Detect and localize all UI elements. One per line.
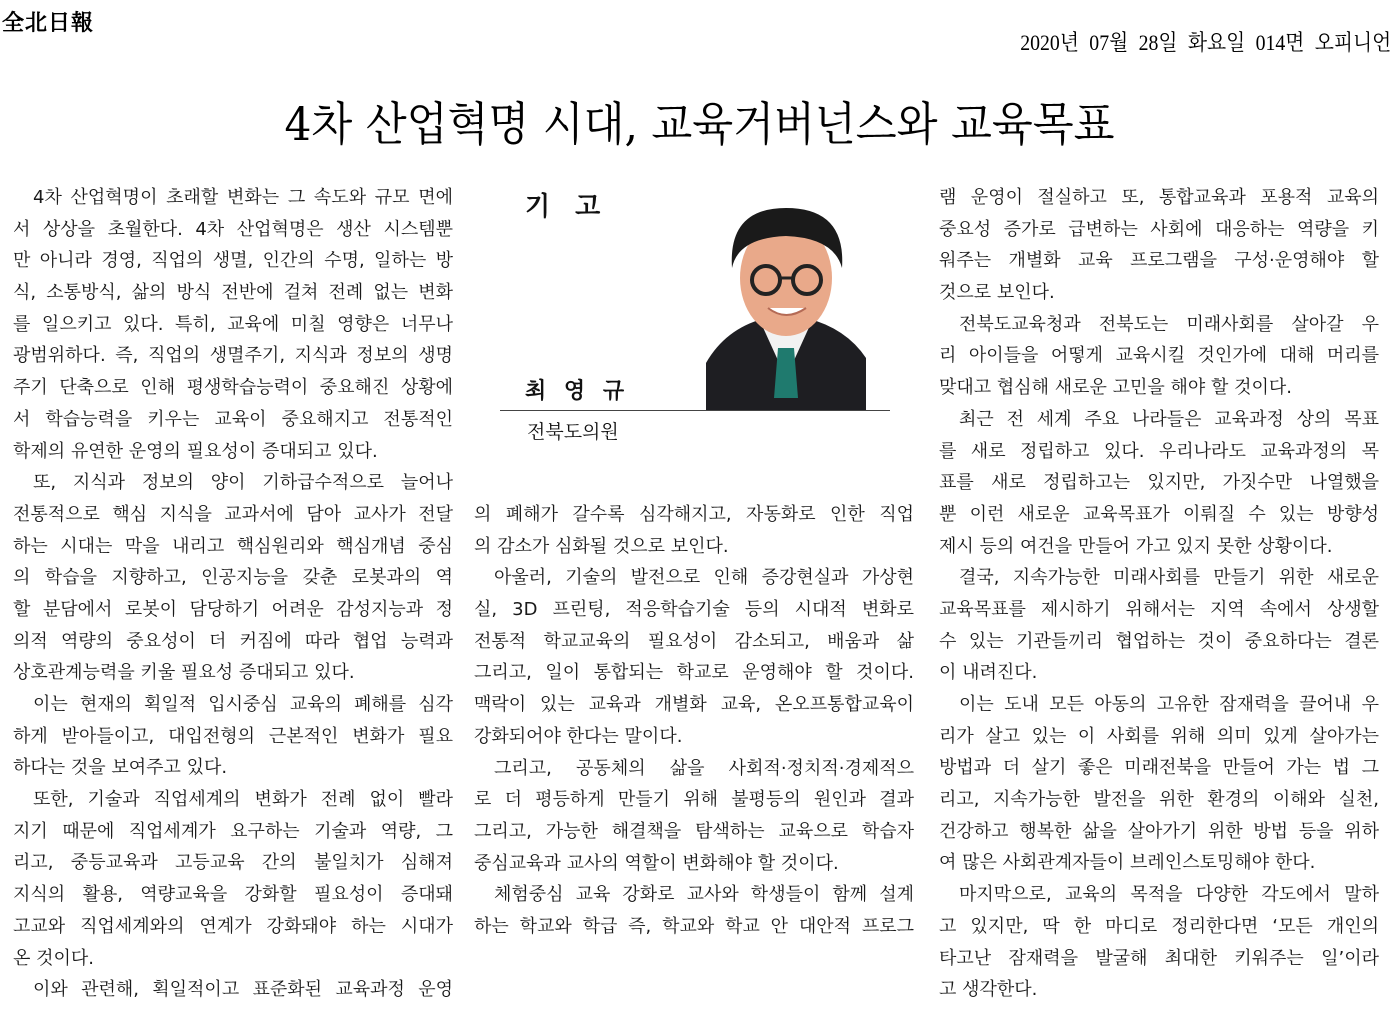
text-line: 체험중심 교육 강화로 교사와 학생들이 함께 설계 xyxy=(494,884,914,906)
text-line: 전통적 학교교육의 필요성이 감소되고, 배움과 삶 xyxy=(474,630,914,652)
article-title: 4차 산업혁명 시대, 교육거버넌스와 교육목표 xyxy=(284,97,1115,151)
text-line: 방법과 더 살기 좋은 미래전북을 만들어 가는 법 그 xyxy=(939,757,1379,779)
text-line: 를 일으키고 있다. 특히, 교육에 미칠 영향은 너무나 xyxy=(13,313,453,335)
article-paragraph xyxy=(474,753,914,880)
text-line: 중요성 증가로 급변하는 사회에 대응하는 역량을 키 xyxy=(939,218,1379,240)
text-line: 의 감소가 심화될 것으로 보인다. xyxy=(474,535,729,557)
text-line: 그리고, 일이 통합되는 학교로 운영해야 할 것이다. xyxy=(474,662,914,684)
text-line: 타고난 잠재력을 발굴해 최대한 키워주는 일’이라 xyxy=(939,947,1379,969)
text-line: 를 새로 정립하고 있다. 우리나라도 교육과정의 목 xyxy=(939,440,1379,462)
text-line: 또한, 기술과 직업세계의 변화가 전례 없이 빨라 xyxy=(33,789,453,811)
article-paragraph xyxy=(474,879,914,942)
text-line: 상호관계능력을 키울 필요성 증대되고 있다. xyxy=(13,662,355,684)
article-paragraph xyxy=(939,879,1379,1006)
text-line: 교육목표를 제시하기 위해서는 지역 속에서 상생할 xyxy=(939,598,1379,620)
article-paragraph xyxy=(474,499,914,562)
text-line: 고교와 직업세계와의 연계가 강화돼야 하는 시대가 xyxy=(13,915,453,937)
text-line: 수 있는 기관들끼리 협업하는 것이 중요하다는 결론 xyxy=(939,630,1379,652)
text-line: 의 학습을 지향하고, 인공지능을 갖춘 로봇과의 역 xyxy=(13,567,453,589)
text-line: 광범위하다. 즉, 직업의 생멸주기, 지식과 정보의 생명 xyxy=(13,345,453,367)
text-line: 의적 역량의 중요성이 더 커짐에 따라 협업 능력과 xyxy=(13,630,453,652)
section-label: 기 고 xyxy=(525,192,609,222)
article-paragraph xyxy=(939,182,1379,309)
text-line: 하다는 것을 보여주고 있다. xyxy=(13,757,228,779)
text-line: 최근 전 세계 주요 나라들은 교육과정 상의 목표 xyxy=(959,408,1379,430)
article-paragraph xyxy=(939,562,1379,689)
text-line: 리고, 지속가능한 발전을 위한 환경의 이해와 실천, xyxy=(939,789,1379,811)
text-line: 또, 지식과 정보의 양이 기하급수적으로 늘어나 xyxy=(33,472,453,494)
text-line: 강화되어야 한다는 말이다. xyxy=(474,725,683,747)
text-line: 것으로 보인다. xyxy=(939,282,1055,304)
text-line: 결국, 지속가능한 미래사회를 만들기 위한 새로운 xyxy=(959,567,1379,589)
text-line: 표를 새로 정립하고는 있지만, 가짓수만 나열했을 xyxy=(939,472,1379,494)
text-line: 맞대고 협심해 새로운 고민을 해야 할 것이다. xyxy=(939,377,1293,399)
text-line: 건강하고 행복한 삶을 살아가기 위한 방법 등을 위하 xyxy=(939,820,1379,842)
text-line: 의 폐해가 갈수록 심각해지고, 자동화로 인한 직업 xyxy=(474,504,914,525)
text-line: 지기 때문에 직업세계가 요구하는 기술과 역량, 그 xyxy=(13,820,453,842)
article-paragraph xyxy=(474,562,914,752)
article-paragraph xyxy=(13,784,453,974)
text-line: 마지막으로, 교육의 목적을 다양한 각도에서 말하 xyxy=(959,884,1379,906)
text-line: 램 운영이 절실하고 또, 통합교육과 포용적 교육의 xyxy=(939,187,1379,208)
author-photo xyxy=(706,198,866,410)
byline-divider xyxy=(500,410,890,411)
article-paragraph xyxy=(939,309,1379,404)
text-line: 주기 단축으로 인해 평생학습능력이 중요해진 상황에 xyxy=(13,377,453,399)
dateline: 2020년 07월 28일 화요일 014면 오피니언 xyxy=(1019,30,1391,55)
article-paragraph xyxy=(939,404,1379,562)
text-line: 뿐 이런 새로운 교육목표가 이뤄질 수 있는 방향성 xyxy=(939,503,1379,525)
text-line: 그리고, 공동체의 삶을 사회적·정치적·경제적으 xyxy=(494,757,914,779)
text-line: 하는 시대는 막을 내리고 핵심원리와 핵심개념 중심 xyxy=(13,535,453,557)
text-line: 리 아이들을 어떻게 교육시킬 것인가에 대해 머리를 xyxy=(939,345,1379,367)
text-line: 중심교육과 교사의 역할이 변화해야 할 것이다. xyxy=(474,852,839,874)
article-paragraph xyxy=(13,182,453,467)
text-line: 로 더 평등하게 만들기 위해 불평등의 원인과 결과 xyxy=(474,789,914,811)
text-line: 여 많은 사회관계자들이 브레인스토밍해야 한다. xyxy=(939,852,1316,874)
author-affiliation: 전북도의원 xyxy=(527,421,619,443)
text-line: 리고, 중등교육과 고등교육 간의 불일치가 심해져 xyxy=(13,852,453,874)
article-column-3 xyxy=(939,182,1379,1006)
article-paragraph xyxy=(13,974,453,1006)
author-name: 최 영 규 xyxy=(525,379,630,404)
text-line: 지식의 활용, 역량교육을 강화할 필요성이 증대돼 xyxy=(13,884,453,906)
text-line: 워주는 개별화 교육 프로그램을 구성·운영해야 할 xyxy=(939,250,1379,272)
text-line: 할 분담에서 로봇이 담당하기 어려운 감성지능과 정 xyxy=(13,598,453,620)
article-column-2 xyxy=(474,499,914,943)
article-paragraph xyxy=(13,689,453,784)
text-line: 맥락이 있는 교육과 개별화 교육, 온오프통합교육이 xyxy=(474,694,914,716)
text-line: 4차 산업혁명이 초래할 변화는 그 속도와 규모 면에 xyxy=(33,187,453,208)
text-line: 고 있지만, 딱 한 마디로 정리한다면 ‘모든 개인의 xyxy=(939,915,1379,937)
text-line: 식, 소통방식, 삶의 방식 전반에 걸쳐 전례 없는 변화 xyxy=(13,282,453,304)
text-line: 서 학습능력을 키우는 교육이 중요해지고 전통적인 xyxy=(13,408,453,430)
article-column-1 xyxy=(13,182,453,1006)
article-paragraph xyxy=(13,467,453,689)
text-line: 이와 관련해, 획일적이고 표준화된 교육과정 운영 xyxy=(33,979,453,1001)
text-line: 전통적으로 핵심 지식을 교과서에 담아 교사가 전달 xyxy=(13,503,453,525)
newspaper-logo: 全北日報 xyxy=(2,11,95,36)
text-line: 제시 등의 여건을 만들어 가고 있지 못한 상황이다. xyxy=(939,535,1333,557)
text-line: 온 것이다. xyxy=(13,947,94,969)
text-line: 이는 도내 모든 아동의 고유한 잠재력을 끌어내 우 xyxy=(959,694,1379,715)
text-line: 그리고, 가능한 해결책을 탐색하는 교육으로 학습자 xyxy=(474,820,914,842)
text-line: 만 아니라 경영, 직업의 생멸, 인간의 수명, 일하는 방 xyxy=(13,250,453,272)
article-paragraph xyxy=(939,689,1379,879)
text-line: 하는 학교와 학급 즉, 학교와 학교 안 대안적 프로그 xyxy=(474,915,914,937)
text-line: 실, 3D 프린팅, 적응학습기술 등의 시대적 변화로 xyxy=(474,599,914,621)
text-line: 고 생각한다. xyxy=(939,979,1038,1001)
text-line: 서 상상을 초월한다. 4차 산업혁명은 생산 시스템뿐 xyxy=(13,218,453,240)
text-line: 리가 살고 있는 이 사회를 위해 의미 있게 살아가는 xyxy=(939,725,1379,747)
text-line: 전북도교육청과 전북도는 미래사회를 살아갈 우 xyxy=(959,313,1379,335)
text-line: 하게 받아들이고, 대입전형의 근본적인 변화가 필요 xyxy=(13,725,453,747)
text-line: 이는 현재의 획일적 입시중심 교육의 폐해를 심각 xyxy=(33,694,453,715)
text-line: 이 내려진다. xyxy=(939,662,1038,684)
text-line: 아울러, 기술의 발전으로 인해 증강현실과 가상현 xyxy=(494,567,914,589)
text-line: 학제의 유연한 운영의 필요성이 증대되고 있다. xyxy=(13,440,378,462)
